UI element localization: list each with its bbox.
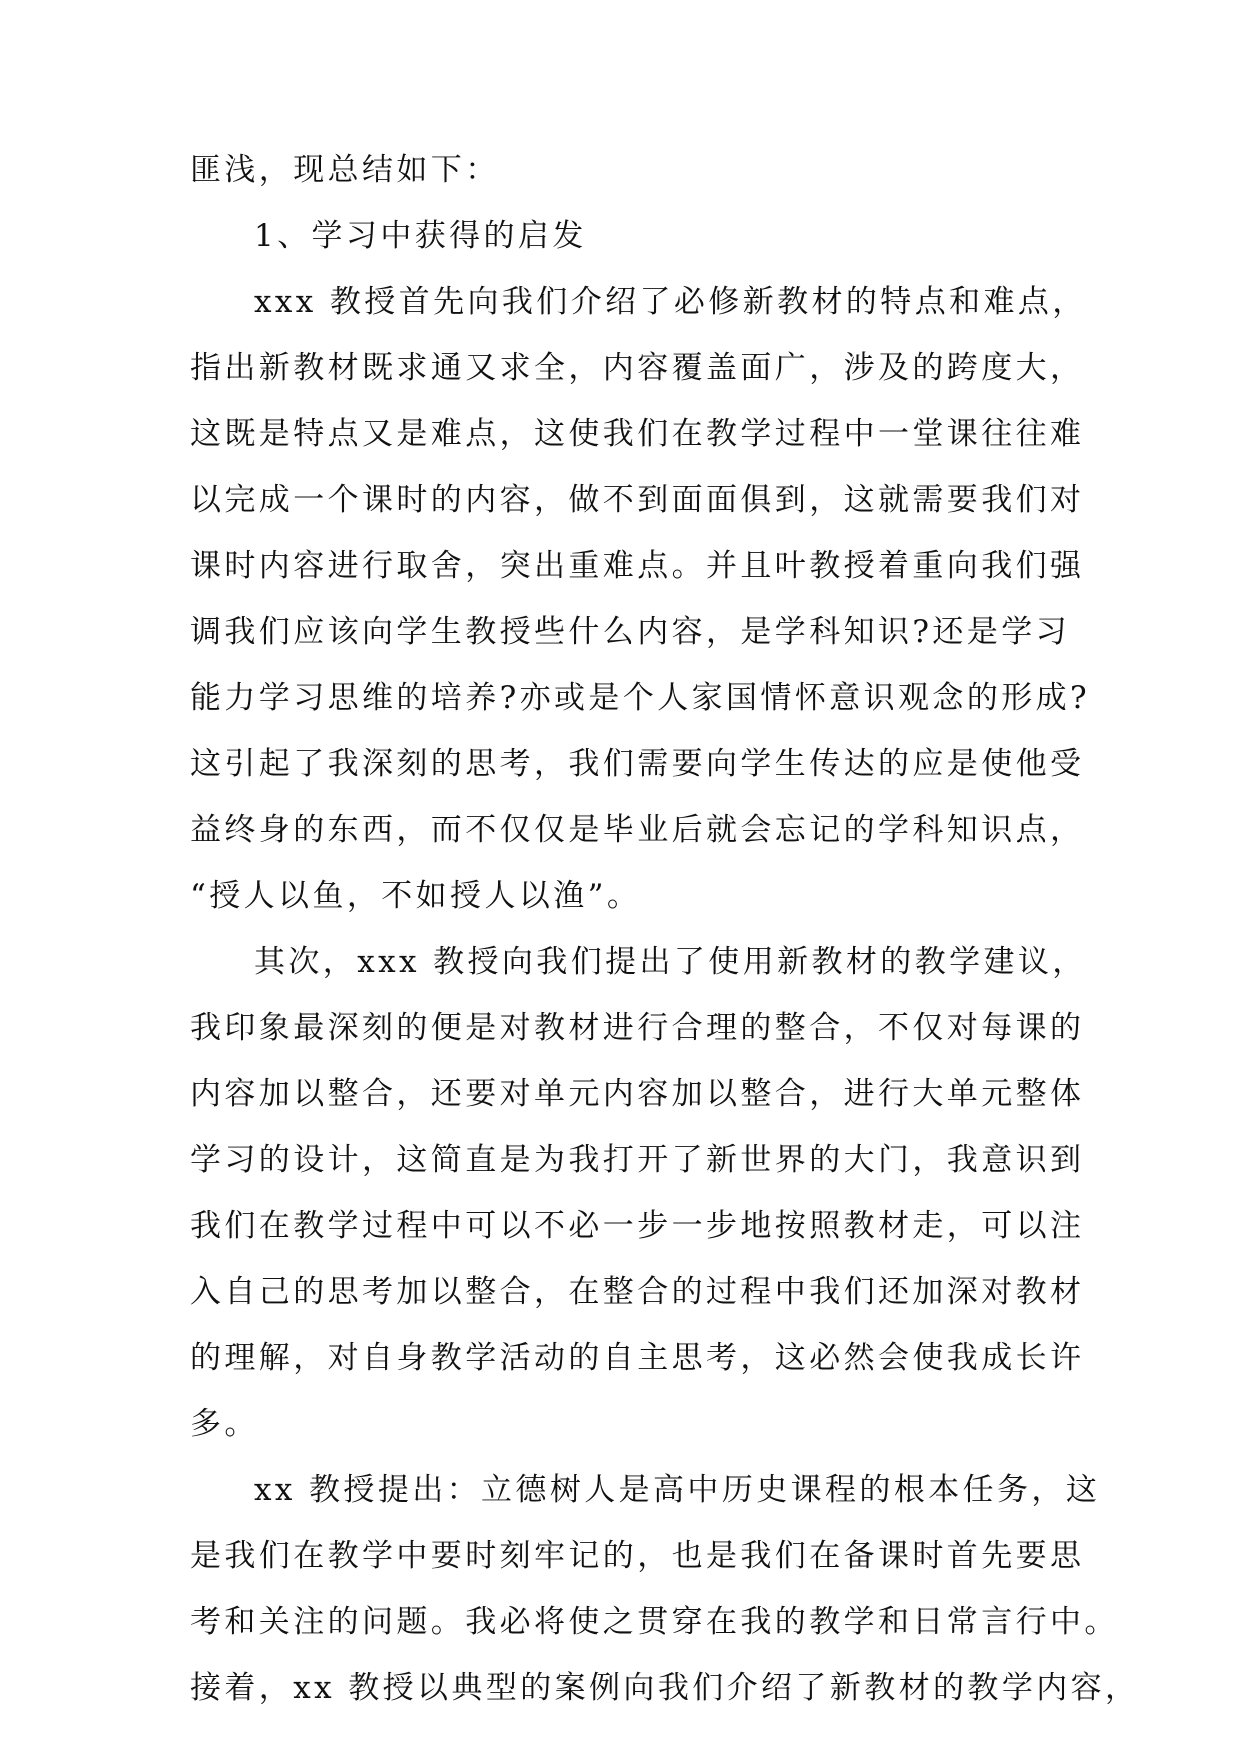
text-line: 入自己的思考加以整合，在整合的过程中我们还加深对教材 — [190, 1274, 1085, 1310]
text-line: 课时内容进行取舍，突出重难点。并且叶教授着重向我们强 — [190, 548, 1085, 584]
text-line: 内容加以整合，还要对单元内容加以整合，进行大单元整体 — [190, 1076, 1085, 1112]
text-line: 这既是特点又是难点，这使我们在教学过程中一堂课往往难 — [190, 416, 1085, 452]
text-line: 多。 — [190, 1406, 259, 1442]
text-line: 能力学习思维的培养?亦或是个人家国情怀意识观念的形成? — [190, 680, 1091, 716]
text-line: 接着，xx 教授以典型的案例向我们介绍了新教材的教学内容， — [190, 1670, 1140, 1706]
text-line: 匪浅，现总结如下： — [190, 152, 500, 188]
text-line: 学习的设计，这简直是为我打开了新世界的大门，我意识到 — [190, 1142, 1085, 1178]
text-line: 是我们在教学中要时刻牢记的，也是我们在备课时首先要思 — [190, 1538, 1085, 1574]
text-line: 我印象最深刻的便是对教材进行合理的整合，不仅对每课的 — [190, 1010, 1085, 1046]
paragraph-first-line: 其次，xxx 教授向我们提出了使用新教材的教学建议， — [254, 944, 1087, 980]
text-line: 的理解，对自身教学活动的自主思考，这必然会使我成长许 — [190, 1340, 1085, 1376]
text-line: 益终身的东西，而不仅仅是毕业后就会忘记的学科知识点， — [190, 812, 1085, 848]
text-line: 调我们应该向学生教授些什么内容，是学科知识?还是学习 — [190, 614, 1071, 650]
text-line: 以完成一个课时的内容，做不到面面俱到，这就需要我们对 — [190, 482, 1085, 518]
paragraph-first-line: xx 教授提出：立德树人是高中历史课程的根本任务，这 — [254, 1472, 1101, 1508]
text-line: 我们在教学过程中可以不必一步一步地按照教材走，可以注 — [190, 1208, 1085, 1244]
text-line: 指出新教材既求通又求全，内容覆盖面广，涉及的跨度大， — [190, 350, 1085, 386]
text-line: 考和关注的问题。我必将使之贯穿在我的教学和日常言行中。 — [190, 1604, 1119, 1640]
section-heading: 1、学习中获得的启发 — [254, 218, 587, 254]
text-line: 这引起了我深刻的思考，我们需要向学生传达的应是使他受 — [190, 746, 1085, 782]
text-line: “授人以鱼，不如授人以渔”。 — [190, 878, 642, 914]
paragraph-first-line: xxx 教授首先向我们介绍了必修新教材的特点和难点， — [254, 284, 1087, 320]
